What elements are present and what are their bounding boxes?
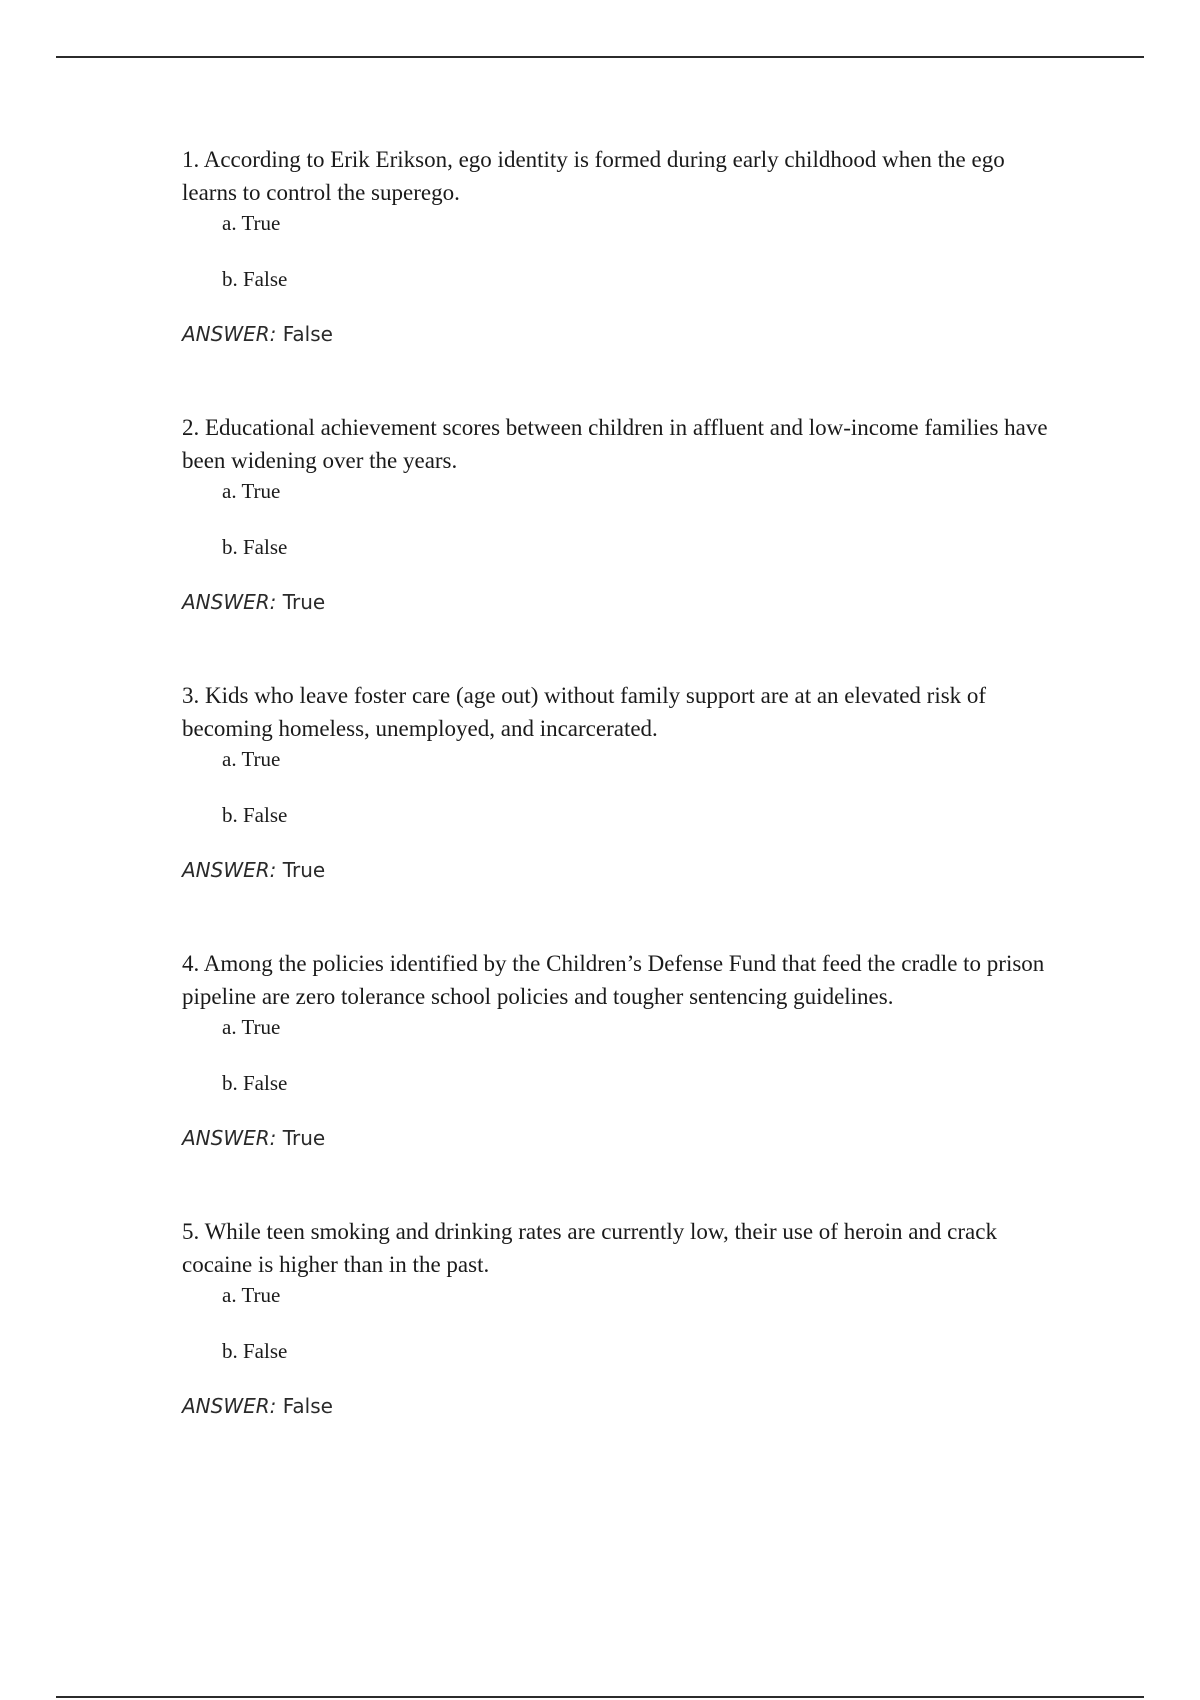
option-true: a. True [222,747,281,771]
question-stem: 4. Among the policies identified by the Children’s Defense Fund that feed the cradle to prison pipeline are zero tolerance school policies and tougher sentencing guidelines. [182,951,1045,1009]
answer-value: False [282,1394,333,1418]
question-list [182,143,1062,1483]
question-4 [182,947,1062,1215]
answer-label: ANSWER: [182,1126,277,1150]
option-false: b. False [222,535,288,559]
answer-label: ANSWER: [182,590,277,614]
question-3 [182,679,1062,947]
answer-value: True [282,858,326,882]
answer-line [182,322,1062,346]
answer-label: ANSWER: [182,322,277,346]
question-stem: 5. While teen smoking and drinking rates are currently low, their use of heroin and crack cocaine is higher than in the past. [182,1219,997,1277]
question-stem: 2. Educational achievement scores between children in affluent and low-income families have been widening over the years. [182,415,1048,473]
option-false: b. False [222,1339,288,1363]
option-true: a. True [222,211,281,235]
question-stem: 1. According to Erik Erikson, ego identity is formed during early childhood when the ego learns to control the superego. [182,147,1005,205]
question-5 [182,1215,1062,1483]
answer-value: False [282,322,333,346]
question-stem: 3. Kids who leave foster care (age out) without family support are at an elevated risk of becoming homeless, unemployed, and incarcerated. [182,683,987,741]
answer-label: ANSWER: [182,858,277,882]
answer-value: True [282,1126,326,1150]
option-true: a. True [222,1015,281,1039]
header-rule [56,56,1144,58]
answer-line [182,858,1062,882]
option-true: a. True [222,479,281,503]
footer-rule [56,1696,1144,1698]
answer-label: ANSWER: [182,1394,277,1418]
question-1 [182,143,1062,411]
answer-line [182,590,1062,614]
answer-value: True [282,590,326,614]
option-false: b. False [222,803,288,827]
option-false: b. False [222,267,288,291]
option-true: a. True [222,1283,281,1307]
question-2 [182,411,1062,679]
answer-line [182,1394,1062,1418]
answer-line [182,1126,1062,1150]
option-false: b. False [222,1071,288,1095]
